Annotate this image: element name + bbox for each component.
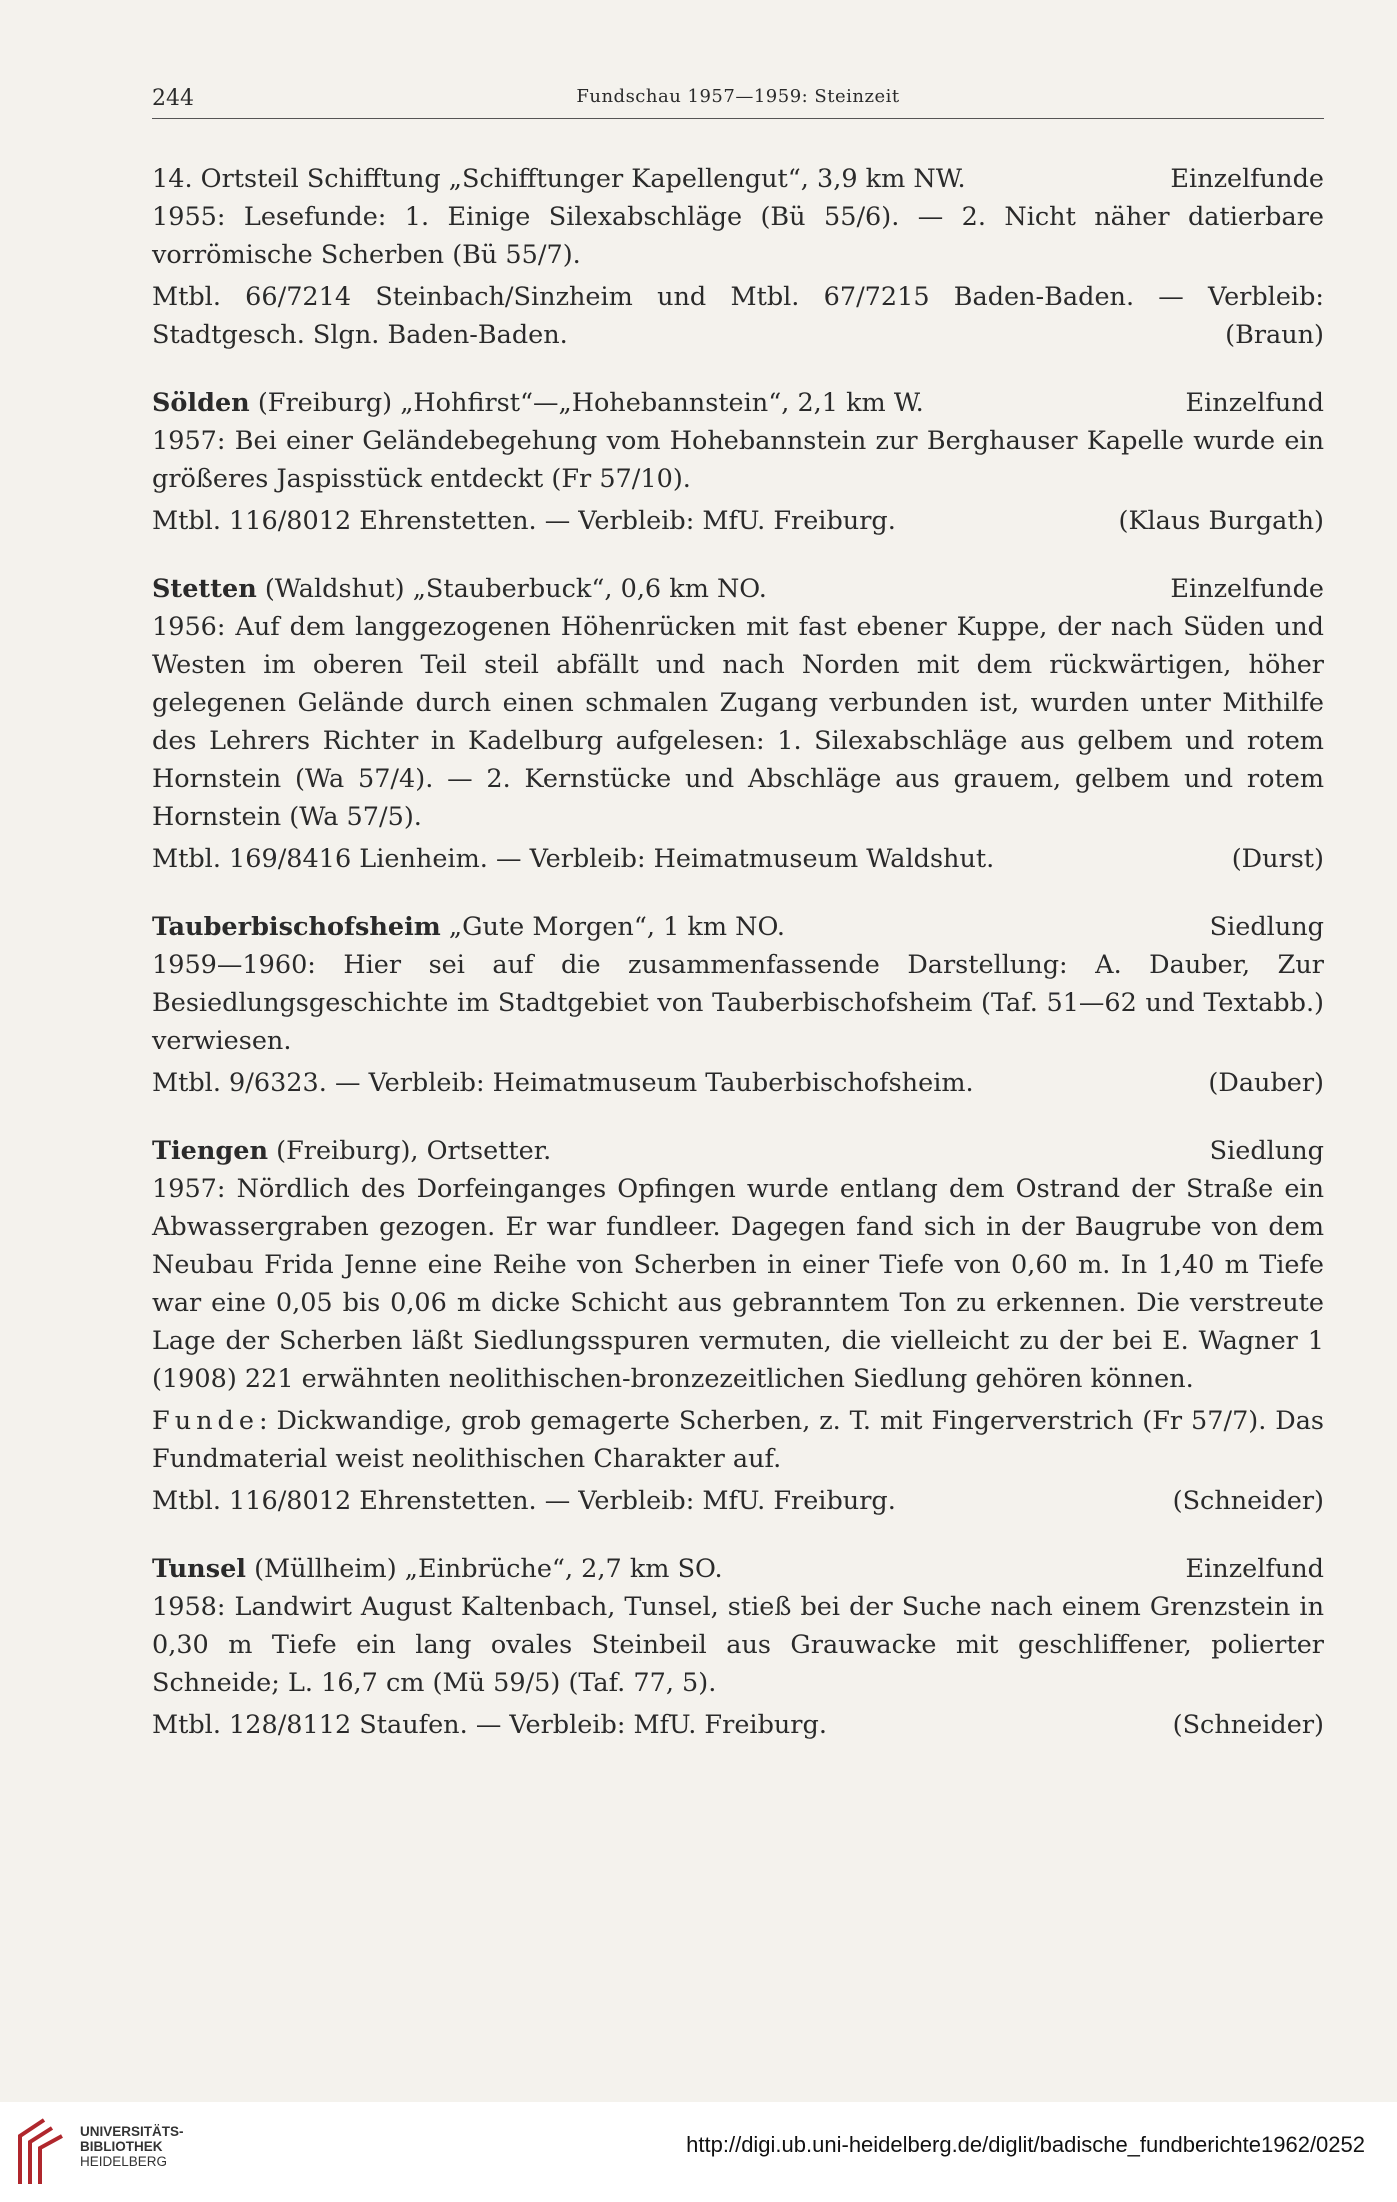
ub-heidelberg-logo-icon [14,2114,70,2190]
entry-map-reference: Mtbl. 9/6323. — Verbleib: Heimatmuseum Tauberbischofsheim. (Dauber) [152,1064,1324,1102]
site-name: Tunsel [152,1554,246,1584]
entry-heading-text: (Waldshut) „Stauberbuck“, 0,6 km NO. [256,574,767,604]
library-footer [0,2102,1397,2202]
entry-map-reference: Mtbl. 128/8112 Staufen. — Verbleib: MfU. Freiburg. (Schneider) [152,1706,1324,1744]
page-header [152,82,1324,119]
entry-author: (Schneider) [1172,1710,1324,1740]
source-url-link[interactable]: http://digi.ub.uni-heidelberg.de/diglit/badische_fundberichte1962/0252 [686,2132,1365,2157]
site-entry [152,1132,1324,1520]
find-type: Siedlung [1209,1136,1324,1166]
entry-map-reference: Mtbl. 66/7214 Steinbach/Sinzheim und Mtbl. 67/7215 Baden-Baden. — Verbleib: Stadtgesch. Slgn. Baden-Baden. (Braun) [152,278,1324,354]
site-name: Sölden [152,388,250,418]
finds-label: Funde [152,1406,259,1436]
entry-author: (Schneider) [1172,1486,1324,1516]
site-entry [152,908,1324,1102]
site-entry [152,384,1324,540]
site-entry [152,160,1324,354]
library-name: UNIVERSITÄTS- BIBLIOTHEK HEIDELBERG [80,2124,184,2169]
entry-map-reference: Mtbl. 169/8416 Lienheim. — Verbleib: Heimatmuseum Waldshut. (Durst) [152,840,1324,878]
main-content [152,160,1324,1774]
find-type: Einzelfund [1185,388,1324,418]
entry-heading [152,570,1324,608]
entry-paragraph: 1957: Bei einer Geländebegehung vom Hohebannstein zur Berghauser Kapelle wurde ein größeres Jaspisstück entdeckt (Fr 57/10). [152,426,1324,494]
entry-heading-text: „Gute Morgen“, 1 km NO. [440,912,785,942]
site-name: Stetten [152,574,257,604]
entry-heading [152,908,1324,946]
site-entry [152,570,1324,878]
find-type: Einzelfunde [1170,574,1324,604]
entry-paragraph: 1956: Auf dem langgezogenen Höhenrücken mit fast ebener Kuppe, der nach Süden und Westen im oberen Teil steil abfällt und nach Norden mit dem rückwärtigen, höher gelegenen Gelände durch einen schmalen Zugang verbunden ist, wurden unter Mithilfe des Lehrers Richter in Kadelburg aufgelesen: 1. Silexabschläge aus gelbem und rotem Hornstein (Wa 57/4). — 2. Kernstücke und Abschläge aus grauem, gelbem und rotem Hornstein (Wa 57/5). [152,612,1324,832]
finds-paragraph: Funde: Dickwandige, grob gemagerte Scherben, z. T. mit Fingerverstrich (Fr 57/7). Das Fundmaterial weist neolithischen Charakter auf. [152,1406,1325,1474]
site-name: Tauberbischofsheim [152,912,441,942]
entry-heading [152,1132,1324,1170]
entry-heading [152,384,1324,422]
entry-author: (Durst) [1231,844,1324,874]
entry-heading-text: 14. Ortsteil Schifftung „Schifftunger Kapellengut“, 3,9 km NW. [152,164,966,194]
site-entry [152,1550,1324,1744]
entry-heading-text: (Freiburg), Ortsetter. [268,1136,552,1166]
running-title: Fundschau 1957—1959: Steinzeit [576,86,900,107]
entry-map-reference: Mtbl. 116/8012 Ehrenstetten. — Verbleib: MfU. Freiburg. (Klaus Burgath) [152,502,1324,540]
entry-author: (Klaus Burgath) [1118,506,1324,536]
entry-heading-text: (Freiburg) „Hohfirst“—„Hohebannstein“, 2,1 km W. [249,388,924,418]
site-name: Tiengen [152,1136,269,1166]
page-number: 244 [152,86,194,111]
find-type: Einzelfunde [1170,164,1324,194]
entry-heading [152,1550,1324,1588]
find-type: Siedlung [1209,912,1324,942]
find-type: Einzelfund [1185,1554,1324,1584]
entry-map-reference: Mtbl. 116/8012 Ehrenstetten. — Verbleib: MfU. Freiburg. (Schneider) [152,1482,1324,1520]
entry-paragraph: 1955: Lesefunde: 1. Einige Silexabschläge (Bü 55/6). — 2. Nicht näher datierbare vorrömische Scherben (Bü 55/7). [152,202,1324,270]
entry-paragraph: 1959—1960: Hier sei auf die zusammenfassende Darstellung: A. Dauber, Zur Besiedlungsgeschichte im Stadtgebiet von Tauberbischofsheim (Taf. 51—62 und Textabb.) verwiesen. [152,950,1324,1056]
entry-paragraph: 1958: Landwirt August Kaltenbach, Tunsel, stieß bei der Suche nach einem Grenzstein in 0,30 m Tiefe ein lang ovales Steinbeil aus Grauwacke mit geschliffener, polierter Schneide; L. 16,7 cm (Mü 59/5) (Taf. 77, 5). [152,1592,1324,1698]
entry-heading [152,160,1324,198]
entry-paragraph: 1957: Nördlich des Dorfeinganges Opfingen wurde entlang dem Ostrand der Straße ein Abwassergraben gezogen. Er war fundleer. Dagegen fand sich in der Baugrube von dem Neubau Frida Jenne eine Reihe von Scherben in einer Tiefe von 0,60 m. In 1,40 m Tiefe war eine 0,05 bis 0,06 m dicke Schicht aus gebranntem Ton zu erkennen. Die verstreute Lage der Scherben läßt Siedlungsspuren vermuten, die vielleicht zu der bei E. Wagner 1 (1908) 221 erwähnten neolithischen-bronzezeitlichen Siedlung gehören können. [152,1174,1324,1394]
entry-author: (Dauber) [1208,1068,1324,1098]
entry-author: (Braun) [1225,320,1324,350]
entry-heading-text: (Müllheim) „Einbrüche“, 2,7 km SO. [245,1554,723,1584]
